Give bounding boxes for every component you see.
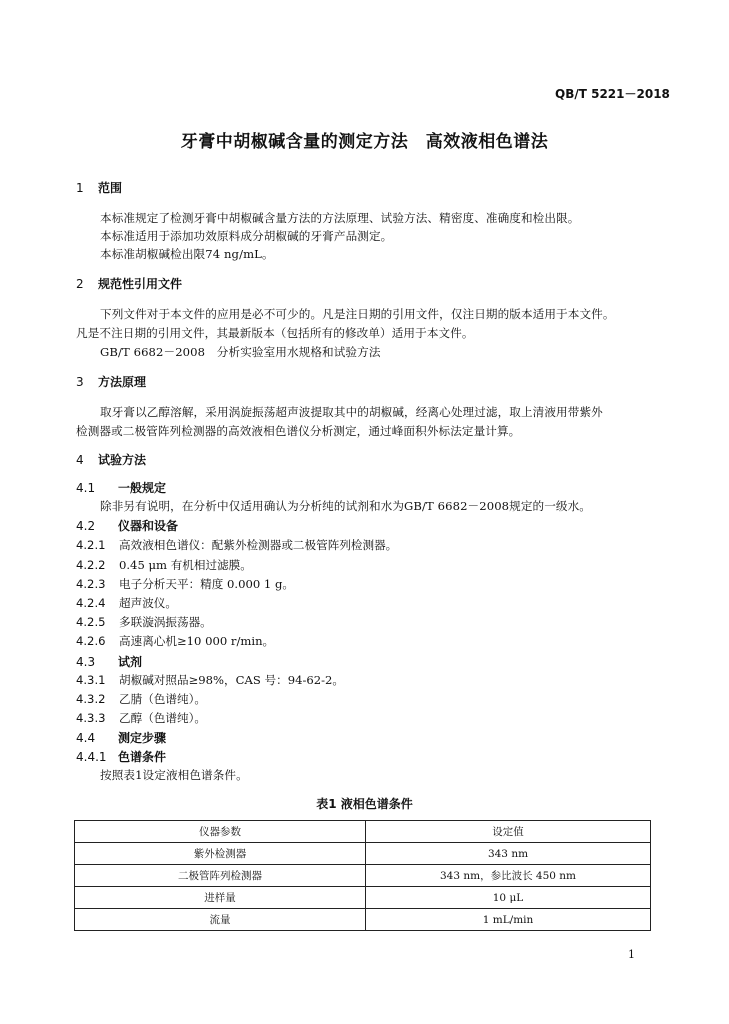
subsection-title: 色谱条件	[118, 750, 167, 764]
list-item	[76, 537, 397, 553]
table-row	[75, 843, 651, 865]
item-text: 高速离心机≥10 000 r/min。	[119, 634, 275, 648]
scope-paragraph-3: 本标准胡椒碱检出限74 ng/mL。	[100, 247, 274, 261]
table-cell: 流量	[75, 909, 366, 931]
item-number: 4.3.3	[76, 711, 106, 725]
item-number: 4.2.1	[76, 538, 106, 552]
section-title: 试验方法	[98, 453, 147, 467]
section-title: 范围	[98, 181, 123, 195]
item-text: 胡椒碱对照品≥98%，CAS 号：94-62-2。	[119, 673, 345, 687]
item-number: 4.2.4	[76, 596, 106, 610]
list-item	[76, 691, 206, 707]
table-row	[75, 887, 651, 909]
item-text: 超声波仪。	[119, 596, 177, 610]
table-row	[75, 909, 651, 931]
principle-paragraph-line-2: 检测器或二极管阵列检测器的高效液相色谱仪分析测定，通过峰面积外标法定量计算。	[76, 424, 521, 438]
section-title: 规范性引用文件	[98, 277, 183, 291]
chromatography-conditions-text: 按照表1设定液相色谱条件。	[100, 768, 248, 782]
page-number: 1	[628, 948, 635, 961]
table-cell: 343 nm	[366, 843, 651, 865]
item-text: 多联漩涡振荡器。	[119, 615, 212, 629]
item-number: 4.3.1	[76, 673, 106, 687]
subsection-4-4-heading	[76, 729, 166, 746]
subsection-number: 4.2	[76, 519, 96, 533]
item-text: 乙腈（色谱纯）。	[119, 692, 206, 706]
normative-paragraph-line-1: 下列文件对于本文件的应用是必不可少的。凡是注日期的引用文件，仅注日期的版本适用于本文件。	[100, 307, 615, 321]
subsection-4-2-heading	[76, 517, 178, 534]
document-title: 牙膏中胡椒碱含量的测定方法 高效液相色谱法	[180, 132, 549, 152]
section-number: 3	[76, 375, 84, 389]
normative-reference: GB/T 6682－2008 分析实验室用水规格和试验方法	[100, 345, 381, 359]
chromatography-conditions-table	[74, 820, 651, 931]
item-text: 高效液相色谱仪：配紫外检测器或二极管阵列检测器。	[119, 538, 398, 552]
item-number: 4.2.5	[76, 615, 106, 629]
subsection-title: 一般规定	[118, 481, 167, 495]
column-header-value: 设定值	[366, 821, 651, 843]
list-item	[76, 614, 212, 630]
list-item	[76, 576, 294, 592]
table-cell: 进样量	[75, 887, 366, 909]
item-text: 电子分析天平：精度 0.000 1 g。	[119, 577, 294, 591]
list-item	[76, 672, 344, 688]
scope-paragraph-2: 本标准适用于添加功效原料成分胡椒碱的牙膏产品测定。	[100, 229, 393, 243]
principle-paragraph-line-1: 取牙膏以乙醇溶解，采用涡旋振荡超声波提取其中的胡椒碱，经离心处理过滤，取上清液用带紫外	[100, 405, 603, 419]
section-1-heading	[76, 179, 122, 196]
subsection-4-4-1-heading	[76, 748, 166, 765]
list-item	[76, 557, 252, 573]
section-title: 方法原理	[98, 375, 147, 389]
item-number: 4.2.6	[76, 634, 106, 648]
subsection-number: 4.4	[76, 731, 96, 745]
section-2-heading	[76, 275, 182, 292]
table-cell: 343 nm，参比波长 450 nm	[366, 865, 651, 887]
subsection-title: 测定步骤	[118, 731, 167, 745]
table-caption: 表1 液相色谱条件	[316, 797, 413, 811]
item-text: 0.45 μm 有机相过滤膜。	[119, 558, 252, 572]
section-3-heading	[76, 373, 146, 390]
subsection-number: 4.3	[76, 655, 96, 669]
table-cell: 二极管阵列检测器	[75, 865, 366, 887]
section-number: 2	[76, 277, 84, 291]
table-cell: 紫外检测器	[75, 843, 366, 865]
table-row	[75, 865, 651, 887]
list-item	[76, 595, 177, 611]
table-cell: 1 mL/min	[366, 909, 651, 931]
scope-paragraph-1: 本标准规定了检测牙膏中胡椒碱含量方法的方法原理、试验方法、精密度、准确度和检出限。	[100, 211, 580, 225]
subsection-number: 4.1	[76, 481, 96, 495]
section-number: 1	[76, 181, 84, 195]
item-number: 4.2.3	[76, 577, 106, 591]
table-cell: 10 μL	[366, 887, 651, 909]
subsection-4-3-heading	[76, 653, 142, 670]
standard-number: QB/T 5221－2018	[555, 87, 670, 101]
item-text: 乙醇（色谱纯）。	[119, 711, 206, 725]
subsection-title: 仪器和设备	[118, 519, 179, 533]
table-header-row	[75, 821, 651, 843]
subsection-title: 试剂	[118, 655, 143, 669]
list-item	[76, 710, 206, 726]
list-item	[76, 633, 274, 649]
item-number: 4.3.2	[76, 692, 106, 706]
normative-paragraph-line-2: 凡是不注日期的引用文件，其最新版本（包括所有的修改单）适用于本文件。	[76, 326, 474, 340]
section-4-heading	[76, 451, 146, 468]
item-number: 4.2.2	[76, 558, 106, 572]
subsection-number: 4.4.1	[76, 750, 107, 764]
column-header-parameter: 仪器参数	[75, 821, 366, 843]
general-rule-text: 除非另有说明，在分析中仅适用确认为分析纯的试剂和水为GB/T 6682－2008规定的一级水。	[100, 499, 592, 513]
subsection-4-1-heading	[76, 479, 166, 496]
section-number: 4	[76, 453, 84, 467]
